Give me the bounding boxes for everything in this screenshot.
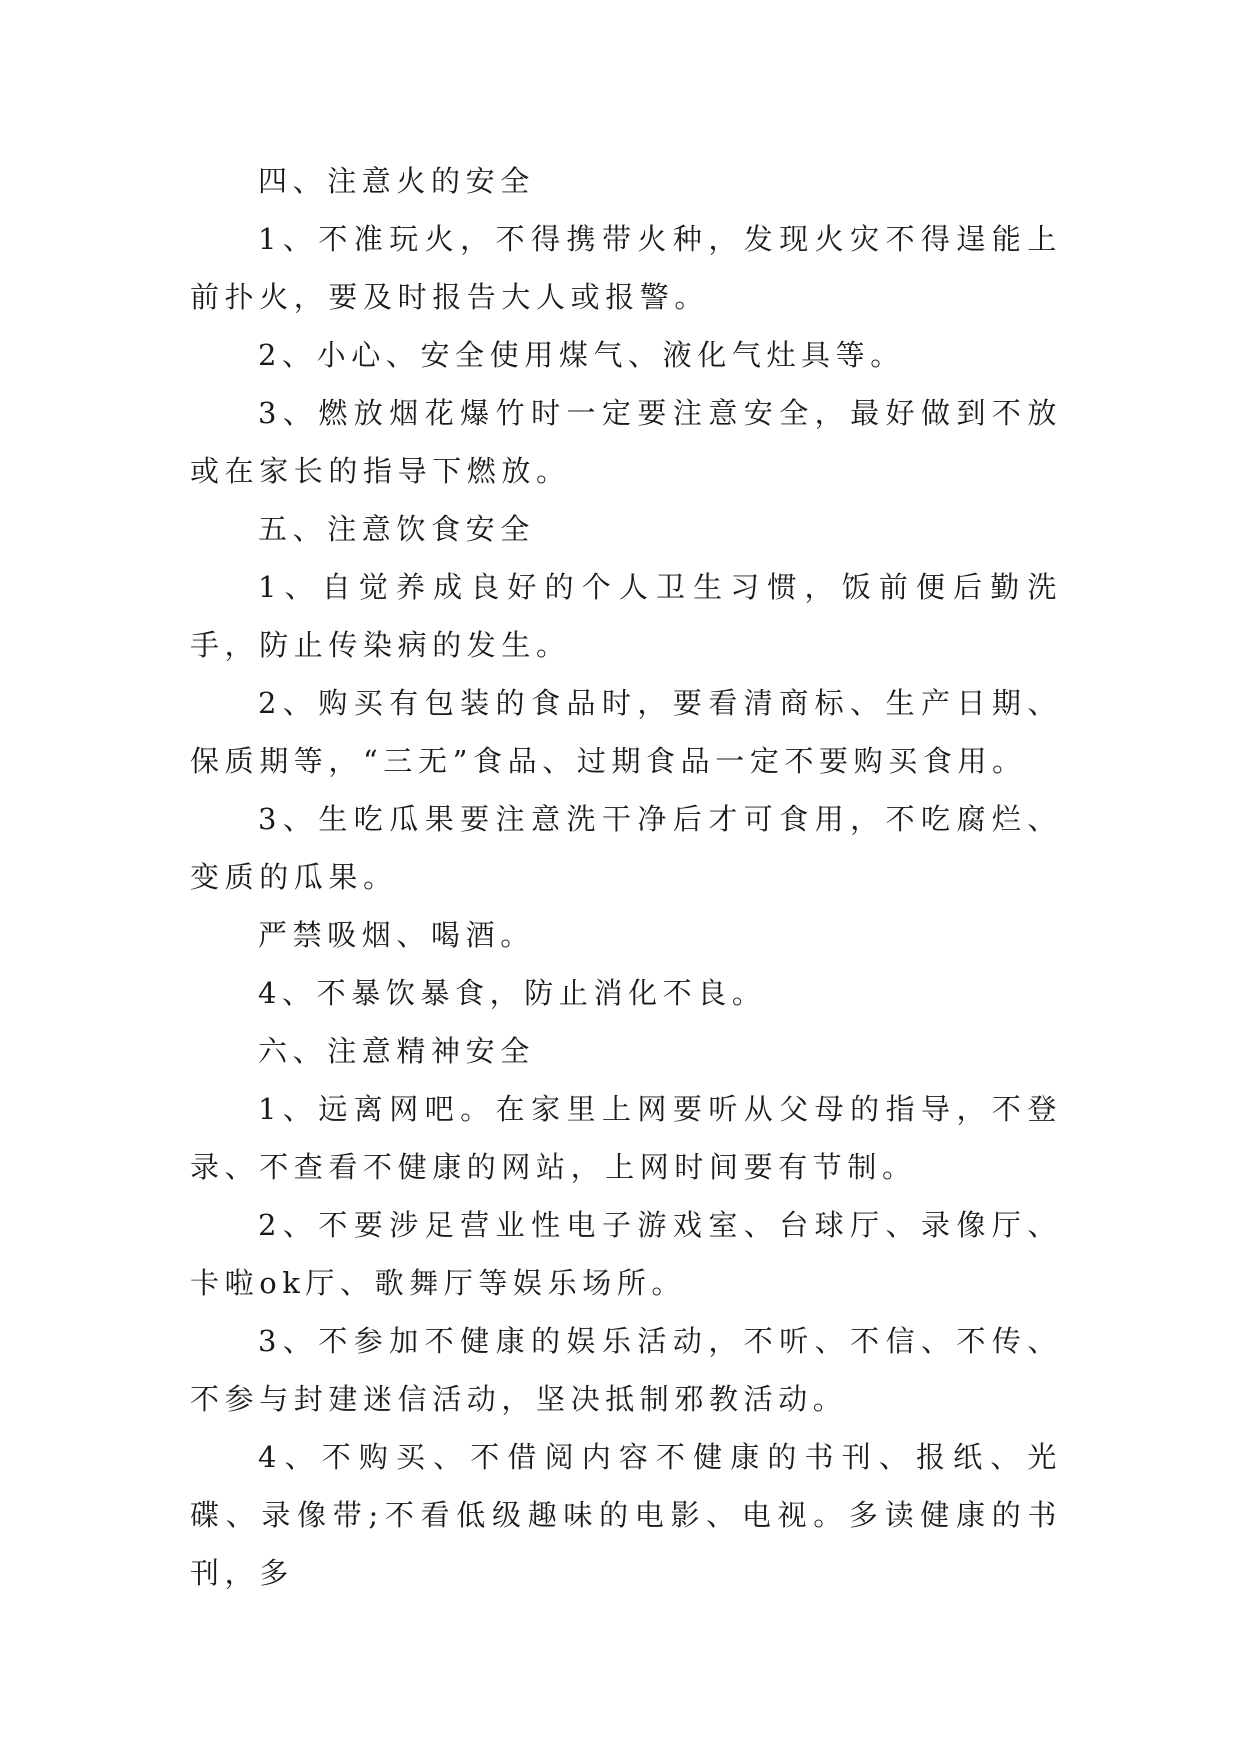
section-heading-fire-safety: 四、注意火的安全 bbox=[258, 164, 535, 198]
paragraph-food-2: 2、购买有包装的食品时，要看清商标、生产日期、保质期等，“三无”食品、过期食品一定不要购买食用。 bbox=[190, 686, 1062, 778]
paragraph-food-no-smoking: 严禁吸烟、喝酒。 bbox=[258, 918, 535, 952]
paragraph-food-4: 4、不暴饮暴食，防止消化不良。 bbox=[258, 976, 767, 1010]
section-heading-food-safety: 五、注意饮食安全 bbox=[258, 512, 535, 546]
paragraph-food-3: 3、生吃瓜果要注意洗干净后才可食用，不吃腐烂、变质的瓜果。 bbox=[190, 802, 1062, 894]
paragraph-mental-1: 1、远离网吧。在家里上网要听从父母的指导，不登录、不查看不健康的网站，上网时间要有节制。 bbox=[190, 1092, 1062, 1184]
paragraph-mental-3: 3、不参加不健康的娱乐活动，不听、不信、不传、不参与封建迷信活动，坚决抵制邪教活动。 bbox=[190, 1324, 1062, 1416]
paragraph-fire-2: 2、小心、安全使用煤气、液化气灶具等。 bbox=[258, 338, 905, 372]
document-page bbox=[190, 152, 1062, 1602]
paragraph-fire-3: 3、燃放烟花爆竹时一定要注意安全，最好做到不放或在家长的指导下燃放。 bbox=[190, 396, 1062, 488]
paragraph-mental-4: 4、不购买、不借阅内容不健康的书刊、报纸、光碟、录像带;不看低级趣味的电影、电视。多读健康的书刊，多 bbox=[190, 1440, 1062, 1590]
paragraph-mental-2: 2、不要涉足营业性电子游戏室、台球厅、录像厅、卡啦ok厅、歌舞厅等娱乐场所。 bbox=[190, 1208, 1062, 1300]
section-heading-mental-safety: 六、注意精神安全 bbox=[258, 1034, 535, 1068]
paragraph-food-1: 1、自觉养成良好的个人卫生习惯，饭前便后勤洗手，防止传染病的发生。 bbox=[190, 570, 1062, 662]
paragraph-fire-1: 1、不准玩火，不得携带火种，发现火灾不得逞能上前扑火，要及时报告大人或报警。 bbox=[190, 222, 1062, 314]
